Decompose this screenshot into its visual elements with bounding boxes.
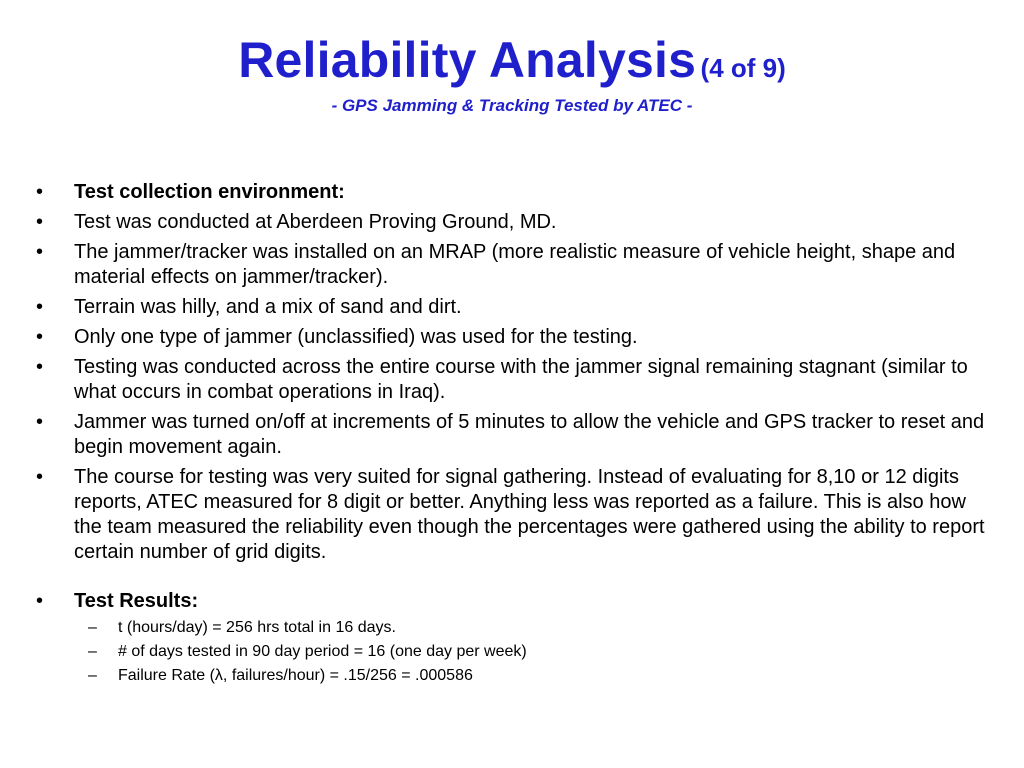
bullet-text: Jammer was turned on/off at increments of 5 minutes to allow the vehicle and GPS tracker to reset and begin movement again. <box>74 411 985 458</box>
bullet-dot-icon: • <box>36 241 44 263</box>
bullet-text: Test Results: <box>74 590 199 612</box>
bullet-text: Test collection environment: <box>74 181 345 203</box>
bullet-text: Terrain was hilly, and a mix of sand and dirt. <box>74 296 462 318</box>
bullet-list <box>36 180 998 686</box>
result-item <box>74 618 998 638</box>
bullet-dot-icon: • <box>36 356 44 378</box>
bullet-dot-icon: • <box>36 411 44 433</box>
bullet-text: Only one type of jammer (unclassified) was used for the testing. <box>74 326 638 348</box>
dash-icon: – <box>88 619 97 636</box>
bullet-dot-icon: • <box>36 181 44 203</box>
result-item <box>74 666 998 686</box>
bullet-item <box>36 410 998 460</box>
dash-icon: – <box>88 667 97 684</box>
results-list <box>74 618 998 686</box>
bullet-item <box>36 589 998 686</box>
bullet-dot-icon: • <box>36 211 44 233</box>
dash-icon: – <box>88 643 97 660</box>
bullet-text: The jammer/tracker was installed on an MRAP (more realistic measure of vehicle height, shape and material effects on jammer/tracker). <box>74 241 956 288</box>
slide-body <box>36 180 998 691</box>
result-item <box>74 642 998 662</box>
slide-subtitle: - GPS Jamming & Tracking Tested by ATEC - <box>331 96 693 115</box>
bullet-item <box>36 325 998 350</box>
bullet-text: Testing was conducted across the entire course with the jammer signal remaining stagnant (similar to what occurs in combat operations in Iraq). <box>74 356 968 403</box>
bullet-item <box>36 465 998 565</box>
bullet-item <box>36 180 998 205</box>
bullet-dot-icon: • <box>36 296 44 318</box>
title-text: Reliability Analysis <box>238 32 697 88</box>
result-text: # of days tested in 90 day period = 16 (one day per week) <box>118 643 527 660</box>
bullet-dot-icon: • <box>36 590 44 612</box>
result-text: t (hours/day) = 256 hrs total in 16 days. <box>118 619 396 636</box>
bullet-dot-icon: • <box>36 466 44 488</box>
result-text: Failure Rate (λ, failures/hour) = .15/256 = .000586 <box>118 667 473 684</box>
bullet-text: Test was conducted at Aberdeen Proving Ground, MD. <box>74 211 557 233</box>
bullet-text: The course for testing was very suited for signal gathering. Instead of evaluating for 8,10 or 12 digits reports, ATEC measured for 8 digit or better. Anything less was reported as a failure. This is also how the team measured the reliability even though the percentages were gathered using the ability to report certain number of grid digits. <box>74 466 985 563</box>
bullet-item <box>36 210 998 235</box>
slide-title <box>0 28 1024 92</box>
title-suffix: (4 of 9) <box>700 53 786 83</box>
bullet-item <box>36 355 998 405</box>
bullet-dot-icon: • <box>36 326 44 348</box>
bullet-item <box>36 240 998 290</box>
bullet-item <box>36 295 998 320</box>
